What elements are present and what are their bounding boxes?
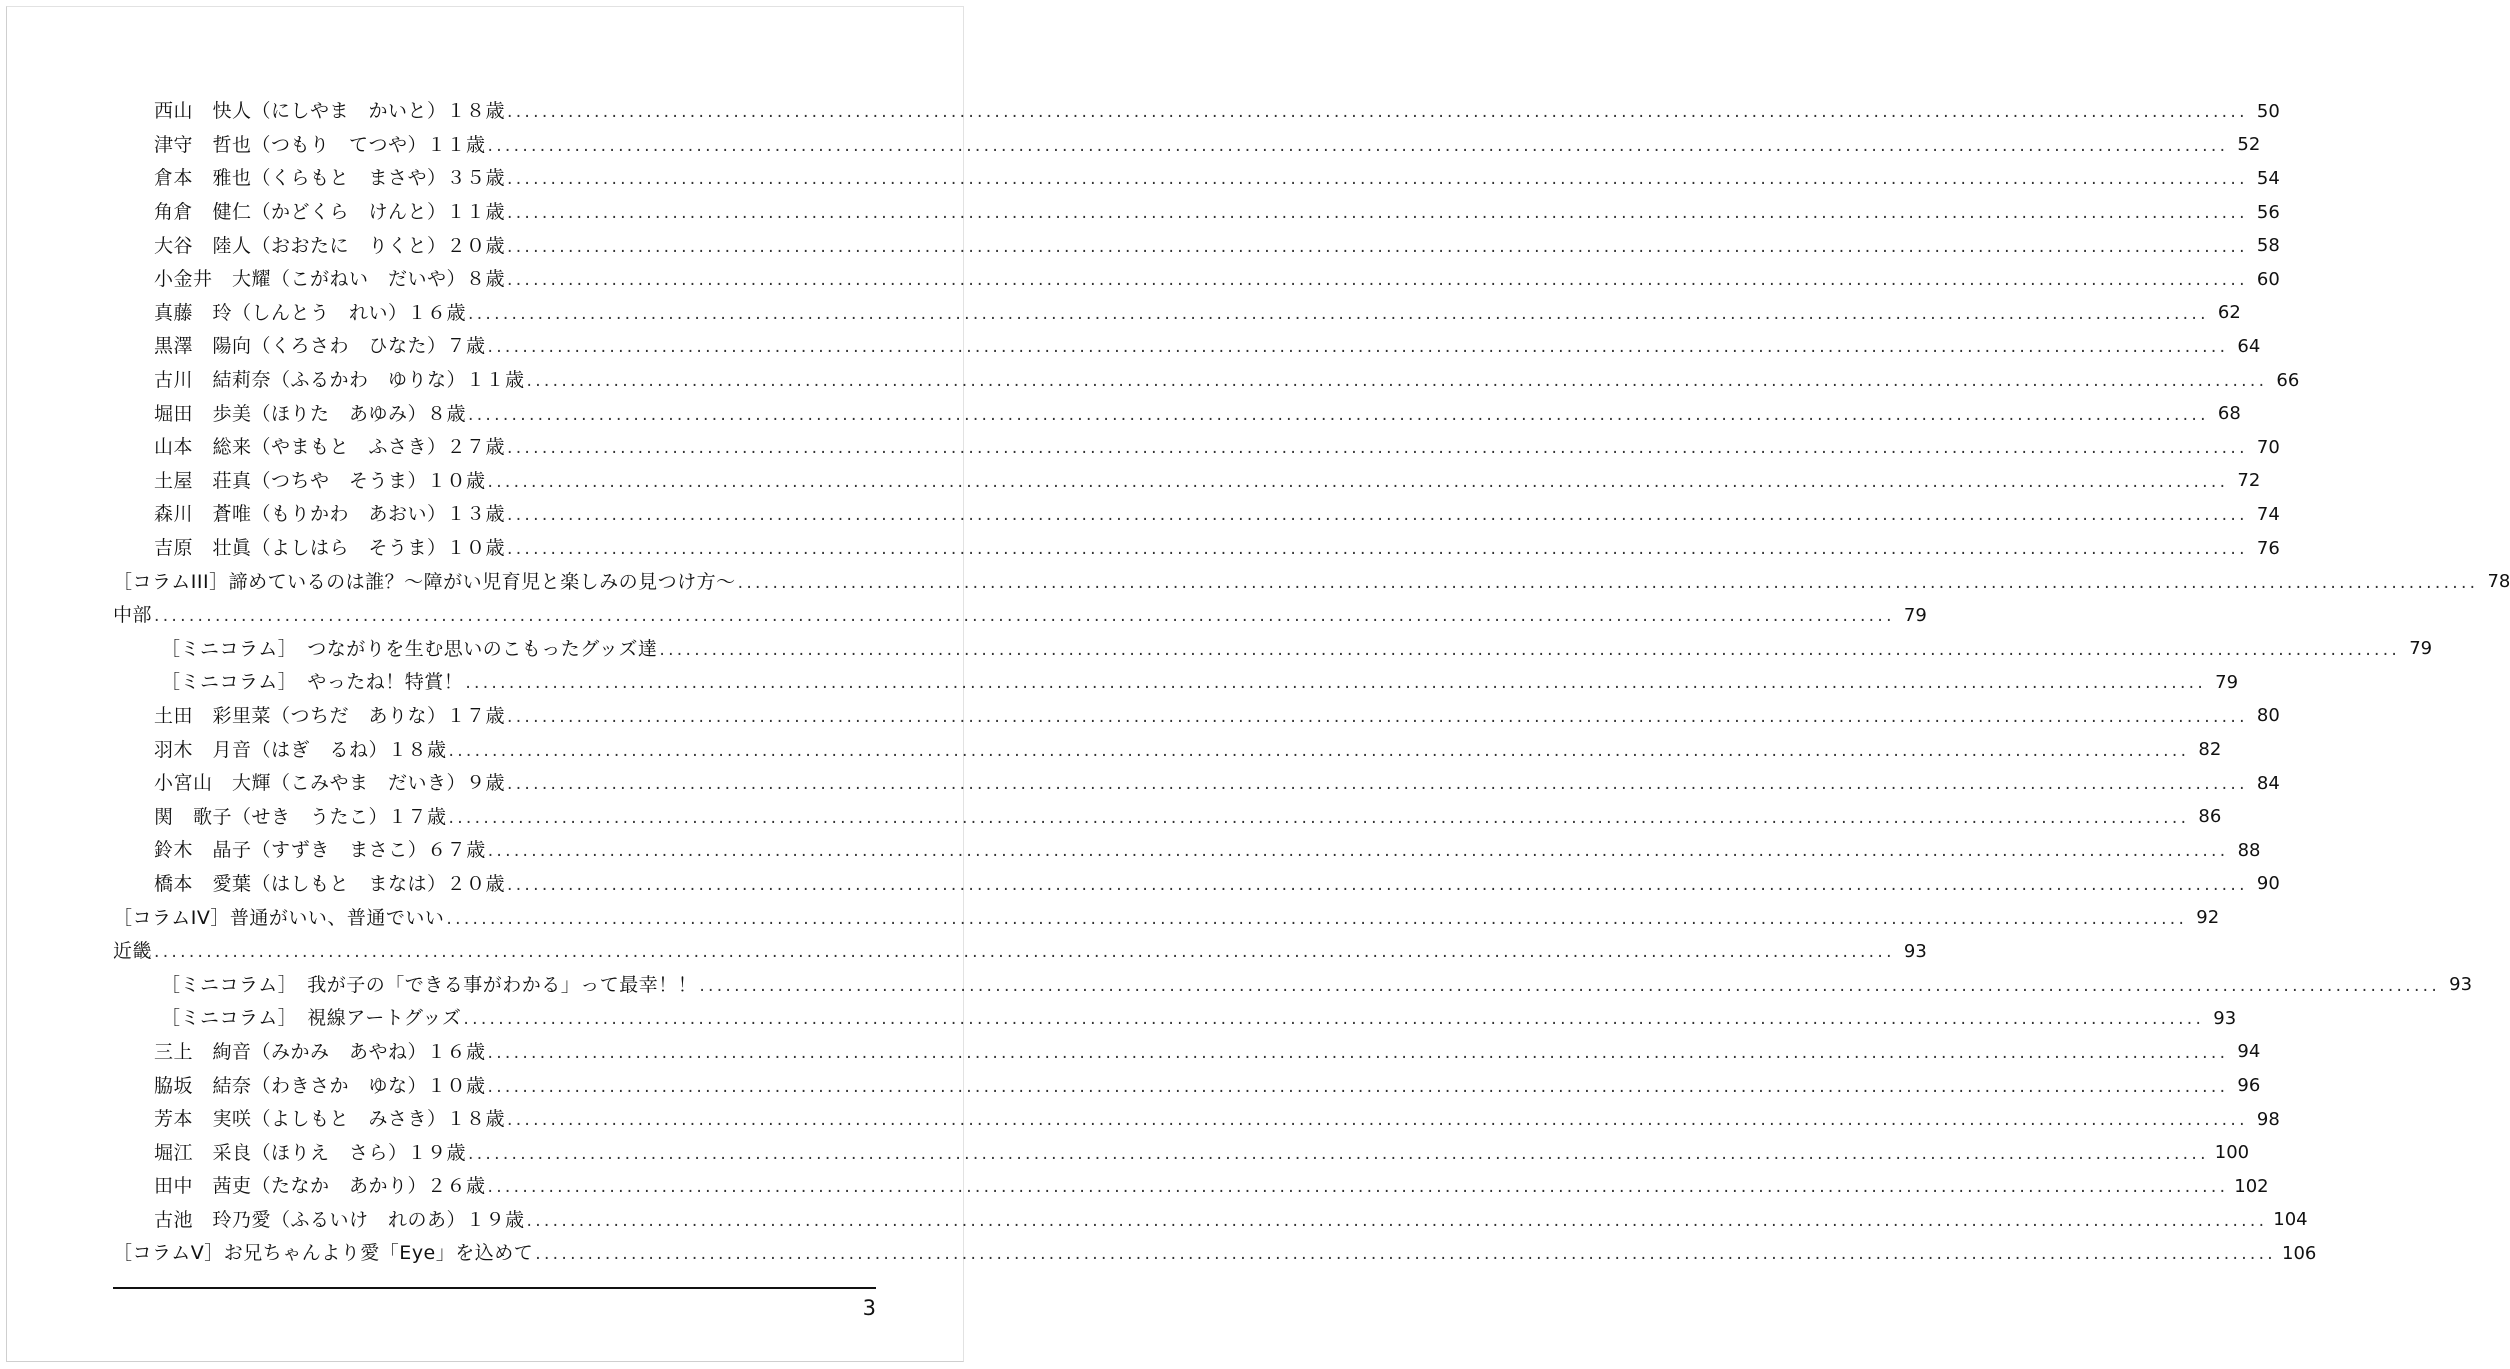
toc-entry-page: 79 xyxy=(2215,671,2239,693)
dot-leader: ........................................................................................................................................................................................................ xyxy=(507,706,2248,727)
toc-entry[interactable] xyxy=(113,565,2510,599)
toc-entry-title: 土田 彩里菜（つちだ ありな）１７歳 xyxy=(154,704,506,727)
toc-entry-title: 小金井 大耀（こがねい だいや）８歳 xyxy=(154,268,506,291)
toc-entry-page: 66 xyxy=(2276,369,2300,391)
toc-entry[interactable] xyxy=(113,901,2220,935)
toc-entry-title: 真藤 玲（しんとう れい）１６歳 xyxy=(154,301,467,324)
toc-entry-title: ［コラムIII］諦めているのは誰？～障がい児育児と楽しみの見つけ方～ xyxy=(113,570,736,593)
toc-entry-page: 54 xyxy=(2256,167,2280,189)
footer-rule xyxy=(113,1287,876,1289)
dot-leader: ........................................................................................................................................................................................................ xyxy=(659,639,2401,660)
toc-entry[interactable] xyxy=(113,1103,2280,1137)
toc-entry[interactable] xyxy=(113,1069,2261,1103)
toc-entry-page: 88 xyxy=(2237,839,2261,861)
toc-entry-title: 三上 絢音（みかみ あやね）１６歳 xyxy=(154,1040,486,1063)
toc-entry[interactable] xyxy=(113,767,2280,801)
toc-entry[interactable] xyxy=(113,968,2473,1002)
toc-entry[interactable] xyxy=(113,263,2280,297)
dot-leader: ........................................................................................................................................................................................................ xyxy=(526,371,2268,392)
toc-entry[interactable] xyxy=(113,1136,2250,1170)
toc-entry-page: 60 xyxy=(2256,268,2280,290)
toc-entry[interactable] xyxy=(113,1002,2237,1036)
toc-entry[interactable] xyxy=(113,868,2280,902)
dot-leader: ........................................................................................................................................................................................................ xyxy=(154,606,1895,627)
dot-leader: ........................................................................................................................................................................................................ xyxy=(487,471,2229,492)
toc-entry-page: 102 xyxy=(2234,1175,2269,1197)
toc-entry[interactable] xyxy=(113,666,2239,700)
toc-entry-page: 90 xyxy=(2256,873,2280,895)
toc-entry[interactable] xyxy=(113,431,2280,465)
toc-entry[interactable] xyxy=(113,330,2261,364)
toc-entry-page: 84 xyxy=(2256,772,2280,794)
toc-entry-page: 74 xyxy=(2256,503,2280,525)
toc-entry[interactable] xyxy=(113,800,2222,834)
toc-entry-page: 70 xyxy=(2256,436,2280,458)
toc-entry-page: 80 xyxy=(2256,705,2280,727)
dot-leader: ........................................................................................................................................................................................................ xyxy=(507,169,2248,190)
toc-entry-page: 64 xyxy=(2237,335,2261,357)
toc-entry[interactable] xyxy=(113,733,2222,767)
toc-entry[interactable] xyxy=(113,834,2261,868)
toc-entry[interactable] xyxy=(113,700,2280,734)
dot-leader: ........................................................................................................................................................................................................ xyxy=(507,539,2248,560)
toc-entry[interactable] xyxy=(113,1170,2269,1204)
toc-entry-title: 芳本 実咲（よしもと みさき）１８歳 xyxy=(154,1108,506,1131)
toc-entry-title: 古池 玲乃愛（ふるいけ れのあ）１９歳 xyxy=(154,1208,525,1231)
toc-entry-page: 86 xyxy=(2198,806,2222,828)
dot-leader: ........................................................................................................................................................................................................ xyxy=(507,102,2248,123)
toc-entry-page: 52 xyxy=(2237,134,2261,156)
dot-leader: ........................................................................................................................................................................................................ xyxy=(699,975,2441,996)
dot-leader: ........................................................................................................................................................................................................ xyxy=(468,303,2209,324)
toc-entry-page: 93 xyxy=(2449,974,2473,996)
dot-leader: ........................................................................................................................................................................................................ xyxy=(526,1210,2268,1231)
toc-entry[interactable] xyxy=(113,297,2241,331)
toc-entry-page: 93 xyxy=(2213,1007,2237,1029)
toc-entry[interactable] xyxy=(113,364,2300,398)
dot-leader: ........................................................................................................................................................................................................ xyxy=(468,404,2209,425)
dot-leader: ........................................................................................................................................................................................................ xyxy=(487,1076,2229,1097)
toc-entry-title: 西山 快人（にしやま かいと）１８歳 xyxy=(154,100,506,123)
toc-entry-title: 黒澤 陽向（くろさわ ひなた）７歳 xyxy=(154,335,486,358)
dot-leader: ........................................................................................................................................................................................................ xyxy=(507,774,2248,795)
toc-entry-page: 78 xyxy=(2487,571,2510,593)
dot-leader: ........................................................................................................................................................................................................ xyxy=(507,438,2248,459)
toc-entry-page: 79 xyxy=(1903,604,1927,626)
dot-leader: ........................................................................................................................................................................................................ xyxy=(507,1110,2248,1131)
toc-entry-page: 62 xyxy=(2217,302,2241,324)
dot-leader: ........................................................................................................................................................................................................ xyxy=(487,135,2229,156)
toc-entry-title: 倉本 雅也（くらもと まさや）３５歳 xyxy=(154,167,506,190)
toc-entry[interactable] xyxy=(113,129,2261,163)
toc-entry-title: ［ミニコラム］ 視線アートグッズ xyxy=(161,1007,462,1030)
dot-leader: ........................................................................................................................................................................................................ xyxy=(448,807,2190,828)
toc-entry-page: 58 xyxy=(2256,235,2280,257)
dot-leader: ........................................................................................................................................................................................................ xyxy=(507,236,2248,257)
toc-entry-title: 森川 蒼唯（もりかわ あおい）１３歳 xyxy=(154,503,506,526)
toc-entry[interactable] xyxy=(113,532,2280,566)
dot-leader: ........................................................................................................................................................................................................ xyxy=(487,841,2229,862)
toc-entry-title: 堀田 歩美（ほりた あゆみ）８歳 xyxy=(154,402,467,425)
toc-entry-title: 古川 結莉奈（ふるかわ ゆりな）１１歳 xyxy=(154,369,525,392)
toc-entry-title: ［ミニコラム］ やったね！特賞！ xyxy=(161,671,464,694)
toc-entry[interactable] xyxy=(113,196,2280,230)
table-of-contents xyxy=(113,95,2510,1271)
toc-entry-page: 68 xyxy=(2217,403,2241,425)
dot-leader: ........................................................................................................................................................................................................ xyxy=(507,874,2248,895)
toc-entry[interactable] xyxy=(113,633,2433,667)
dot-leader: ........................................................................................................................................................................................................ xyxy=(507,270,2248,291)
toc-entry-title: 角倉 健仁（かどくら けんと）１１歳 xyxy=(154,201,506,224)
toc-entry-title: 山本 総来（やまもと ふさき）２７歳 xyxy=(154,436,506,459)
toc-entry[interactable] xyxy=(113,229,2280,263)
toc-entry-page: 98 xyxy=(2256,1108,2280,1130)
dot-leader: ........................................................................................................................................................................................................ xyxy=(468,1143,2209,1164)
toc-entry-title: 吉原 壮眞（よしはら そうま）１０歳 xyxy=(154,537,506,560)
toc-entry-title: 土屋 荘真（つちや そうま）１０歳 xyxy=(154,469,486,492)
toc-entry[interactable] xyxy=(113,498,2280,532)
dot-leader: ........................................................................................................................................................................................................ xyxy=(737,572,2479,593)
dot-leader: ........................................................................................................................................................................................................ xyxy=(487,337,2229,358)
toc-entry-page: 82 xyxy=(2198,739,2222,761)
toc-entry-page: 50 xyxy=(2256,100,2280,122)
toc-entry-title: 羽木 月音（はぎ るね）１８歳 xyxy=(154,738,447,761)
toc-entry-title: 小宮山 大輝（こみやま だいき）９歳 xyxy=(154,772,506,795)
toc-entry-title: 関 歌子（せき うたこ）１７歳 xyxy=(154,805,447,828)
dot-leader: ........................................................................................................................................................................................................ xyxy=(507,203,2248,224)
document-page xyxy=(6,6,2510,1362)
dot-leader: ........................................................................................................................................................................................................ xyxy=(446,908,2188,929)
dot-leader: ........................................................................................................................................................................................................ xyxy=(507,505,2248,526)
dot-leader: ........................................................................................................................................................................................................ xyxy=(487,1177,2229,1198)
toc-entry-title: 近畿 xyxy=(113,940,153,963)
toc-entry-page: 104 xyxy=(2273,1209,2308,1231)
toc-entry[interactable] xyxy=(113,599,1927,633)
toc-entry-page: 94 xyxy=(2237,1041,2261,1063)
toc-entry-page: 76 xyxy=(2256,537,2280,559)
toc-entry-title: 橋本 愛葉（はしもと まなは）２０歳 xyxy=(154,872,506,895)
toc-entry[interactable] xyxy=(113,465,2261,499)
toc-entry[interactable] xyxy=(113,162,2280,196)
toc-entry[interactable] xyxy=(113,397,2241,431)
page-number: 3 xyxy=(862,1296,876,1320)
toc-entry-page: 79 xyxy=(2409,638,2433,660)
toc-entry-title: 堀江 采良（ほりえ さら）１９歳 xyxy=(154,1141,467,1164)
toc-entry[interactable] xyxy=(113,1204,2308,1238)
toc-entry-page: 72 xyxy=(2237,470,2261,492)
toc-entry-page: 106 xyxy=(2282,1242,2317,1264)
dot-leader: ........................................................................................................................................................................................................ xyxy=(535,1244,2277,1265)
dot-leader: ........................................................................................................................................................................................................ xyxy=(487,1042,2229,1063)
toc-entry[interactable] xyxy=(113,1036,2261,1070)
toc-entry-page: 93 xyxy=(1903,940,1927,962)
toc-entry-title: ［コラムIV］普通がいい、普通でいい xyxy=(113,906,445,929)
toc-entry-page: 100 xyxy=(2214,1142,2250,1164)
toc-entry-title: 津守 哲也（つもり てつや）１１歳 xyxy=(154,133,486,156)
toc-entry-title: 脇坂 結奈（わきさか ゆな）１０歳 xyxy=(154,1074,486,1097)
dot-leader: ........................................................................................................................................................................................................ xyxy=(448,740,2190,761)
toc-entry-page: 96 xyxy=(2237,1075,2261,1097)
toc-entry-title: 鈴木 晶子（すずき まさこ）６７歳 xyxy=(154,839,486,862)
toc-entry[interactable] xyxy=(113,95,2280,129)
dot-leader: ........................................................................................................................................................................................................ xyxy=(465,673,2207,694)
toc-entry-title: ［ミニコラム］ つながりを生む思いのこもったグッズ達 xyxy=(161,637,658,660)
dot-leader: ........................................................................................................................................................................................................ xyxy=(154,942,1895,963)
toc-entry-title: 大谷 陸人（おおたに りくと）２０歳 xyxy=(154,234,506,257)
toc-entry[interactable] xyxy=(113,1237,2317,1271)
toc-entry-title: ［ミニコラム］ 我が子の「できる事がわかる」って最幸！！ xyxy=(161,973,698,996)
toc-entry-title: 田中 茜吏（たなか あかり）２６歳 xyxy=(154,1175,486,1198)
toc-entry-page: 92 xyxy=(2196,907,2220,929)
toc-entry-title: 中部 xyxy=(113,604,153,627)
dot-leader: ........................................................................................................................................................................................................ xyxy=(463,1009,2205,1030)
toc-entry-page: 56 xyxy=(2256,201,2280,223)
toc-entry[interactable] xyxy=(113,935,1927,969)
toc-entry-title: ［コラムV］お兄ちゃんより愛「Eye」を込めて xyxy=(113,1242,534,1265)
